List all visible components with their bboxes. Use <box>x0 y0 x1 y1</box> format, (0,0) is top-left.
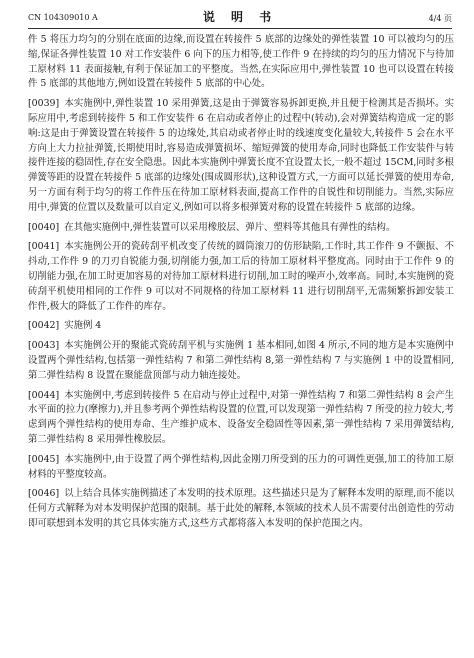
publication-number: CN 104309010 A <box>28 13 98 22</box>
paragraph-text: 在其他实施例中,弹性装置可以采用橡胶层、弹片、塑料等其他具有弹性的结构。 <box>64 221 396 233</box>
paragraph-text: 本实施例公开的瓷砖刮平机改变了传统的圆筒滚刀的仿形缺陷,工作时,其工作件 9 不颤振、不抖动,工作件 9 的刀刃自锐能力强,切削能力强,加工后的待加工原材料平整度高。同时由于工作件 9 的切削能力强,在加工时更加容易的对待加工原材料进行切削,加工时的噪声小,效率高。同时,本实施例的瓷砖刮平机使用相同的工作件 9 可以对不同规格的待加工原材料 11 进行切削刮平,无需频繁拆卸安装工作件,极大的降低了工作件的库存。 <box>28 241 454 312</box>
paragraph-text: 以上结合具体实施例描述了本发明的技术原理。这些描述只是为了解释本发明的原理,而不能以任何方式解释为对本发明保护范围的限制。基于此处的解释,本领域的技术人员不需要付出创造性的劳动即可联想到本发明的其它具体实施方式,这些方式都将落入本发明的保护范围之内。 <box>28 488 454 529</box>
paragraph-number: [0043] <box>28 340 60 352</box>
paragraph-text: 本实施例公开的聚能式瓷砖刮平机与实施例 1 基本相同,如图 4 所示,不同的地方是本实施例中设置两个弹性结构,包括第一弹性结构 7 和第二弹性结构 8,第一弹性结构 7 与实施例 1 中的设置相同,第二弹性结构 8 设置在聚能盘顶部与动力轴连接处。 <box>28 340 454 381</box>
paragraph <box>28 487 454 531</box>
paragraph <box>28 453 454 483</box>
paragraph-text: 件 5 将压力均匀的分别在底面的边缘,而设置在转接件 5 底部的边缘处的弹性装置 10 可以被均匀的压缩,保证各弹性装置 10 对工作安装件 6 向下的压力相等,使工作件 9 在持续的均匀的压力情况下与待加工原材料 11 表面接触,有利于保证加工的平整度。当然,在实际应用中,弹性装置 10 也可以设置在转接件 5 底部的其他地方,例如设置在转接件 5 底部的中心处。 <box>28 34 454 90</box>
page-header <box>28 8 452 26</box>
paragraph <box>28 221 454 236</box>
paragraph-number: [0039] <box>28 98 60 110</box>
paragraph-text: 本实施例中,由于设置了两个弹性结构,因此金刚刀所受到的压力的可调性更强,加工的待加工原材料的平整度较高。 <box>28 453 454 480</box>
paragraph-text: 本实施例中,弹性装置 10 采用弹簧,这是由于弹簧容易拆卸更换,并且便于检测其是否损坏。实际应用中,考虑到转接件 5 和工作安装件 6 在启动或者停止的过程中(转动),会对弹簧结构造成一定的影响:这是由于弹簧设置在转接件 5 的边缘处,其启动或者停止时的线速度变化量较大,转接件 5 会在水平方向上大力拉扯弹簧,长期使用时,容易造成弹簧损坏、缩短弹簧的使用寿命,同时也降低工作安装件与转接件连接的稳固性,存在安全隐患。因此本实施例中弹簧长度不宜设置太长,一般不超过 15CM,同时多根弹簧等距的设置在转接件 5 底部的边缘处(围成圆形状),这种设置方式,一方面可以延长弹簧的使用寿命,另一方面有利于均匀的将工作件压在待加工原材料表面,提高工作件的自锐性和切削能力。当然,实际应用中,弹簧的位置以及数量可以自定义,例如可以将多根弹簧对称的设置在转接件 5 底部的边缘。 <box>28 98 454 213</box>
page-number: 4/4 页 <box>428 14 452 23</box>
paragraph-number: [0040] <box>28 221 60 233</box>
paragraph-number: [0044] <box>28 389 60 401</box>
paragraph <box>28 97 454 215</box>
document-type-title: 说 明 书 <box>202 10 278 24</box>
paragraph-text: 本实施例中,考虑到转接件 5 在启动与停止过程中,对第一弹性结构 7 和第二弹性结构 8 会产生水平面的拉力(摩擦力),并且参考两个弹性结构设置的位置,可以发现第一弹性结构 7 所受的拉力较大,考虑到两个弹性结构的使用寿命、生产维护成本、设备安全稳固性等因素,第一弹性结构 7 采用弹簧结构,第二弹性结构 8 采用弹性橡胶层。 <box>28 389 454 445</box>
paragraph <box>28 319 454 334</box>
document-body <box>28 33 454 532</box>
header-divider <box>28 28 452 29</box>
paragraph-number: [0042] <box>28 320 60 332</box>
paragraph-number: [0046] <box>28 488 60 500</box>
paragraph <box>28 240 454 314</box>
paragraph <box>28 33 454 92</box>
paragraph-number: [0045] <box>28 453 60 465</box>
paragraph <box>28 389 454 448</box>
paragraph <box>28 339 454 383</box>
paragraph-number: [0041] <box>28 241 60 253</box>
section-heading: 实施例 4 <box>64 320 102 332</box>
